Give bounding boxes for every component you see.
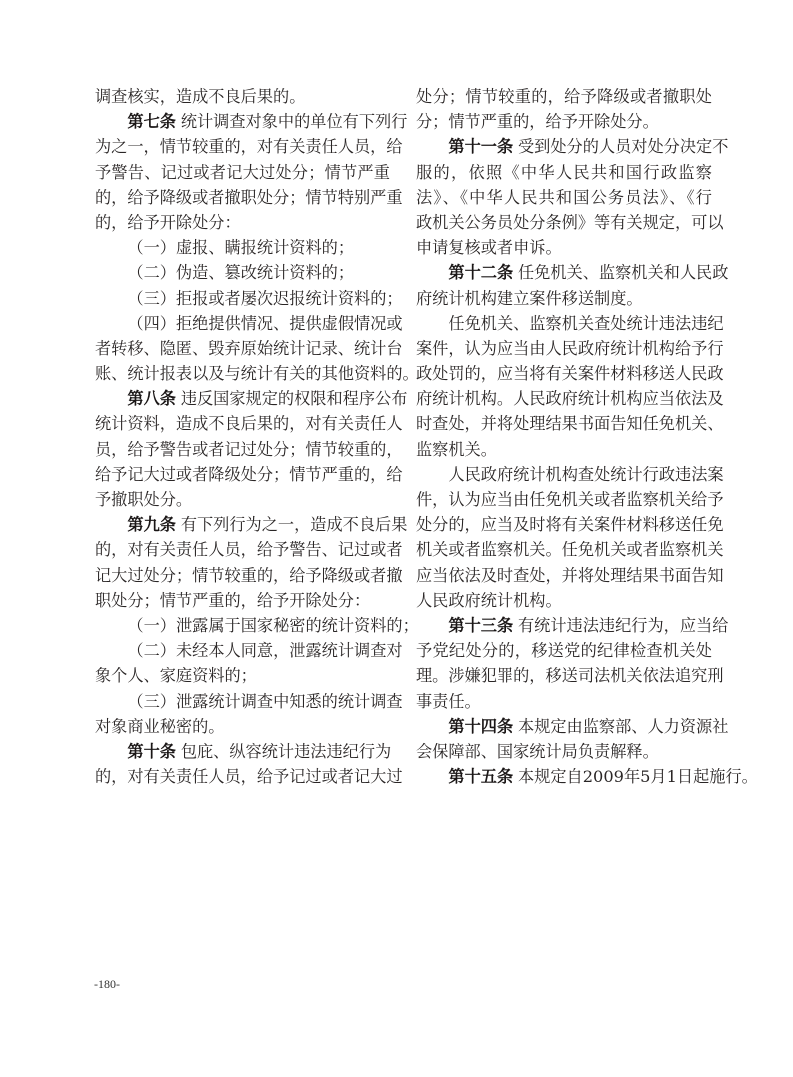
article-heading-line — [416, 764, 758, 789]
text-line — [95, 437, 403, 462]
line-text: 政机关公务员处分条例》等有关规定，可以 — [416, 212, 724, 232]
text-line — [416, 361, 724, 386]
text-line — [95, 588, 390, 613]
text-line — [95, 689, 403, 714]
line-text: 本规定由监察部、人力资源社 — [518, 716, 729, 736]
text-line — [416, 487, 724, 512]
text-line — [416, 109, 712, 134]
line-text: 府统计机构建立案件移送制度。 — [416, 288, 643, 308]
article-number: 第九条 — [127, 515, 176, 535]
article-heading-line — [416, 613, 729, 638]
line-text: 案件，认为应当由人民政府统计机构给予行 — [416, 338, 724, 358]
line-text: 包庇、纵容统计违法违纪行为 — [180, 741, 392, 761]
article-heading-line — [416, 134, 729, 159]
text-line — [95, 613, 419, 638]
line-text: 事责任。 — [416, 691, 481, 711]
line-text: 记大过处分；情节较重的，给予降级或者撤 — [95, 565, 403, 585]
text-line — [95, 563, 403, 588]
line-text: 对象商业秘密的。 — [95, 716, 225, 736]
line-text: 人民政府统计机构。 — [416, 590, 562, 610]
line-text: 应当依法及时查处，并将处理结果书面告知 — [416, 565, 724, 585]
text-line — [95, 210, 390, 235]
text-line — [95, 764, 403, 789]
text-line — [95, 638, 403, 663]
line-text: 本规定自2009年5月1日起施行。 — [518, 767, 758, 787]
line-text: 者转移、隐匿、毁弃原始统计记录、统计台 — [95, 338, 403, 358]
line-text: 予撤职处分。 — [95, 490, 193, 509]
text-line — [416, 386, 724, 411]
line-text: 统计调查对象中的单位有下列行 — [180, 112, 408, 132]
text-line — [416, 739, 712, 764]
text-column-right — [416, 84, 758, 789]
text-line — [416, 336, 724, 361]
text-line — [95, 286, 403, 311]
line-text: 违反国家规定的权限和程序公布 — [180, 389, 408, 409]
text-line — [416, 462, 724, 487]
line-text: （二）伪造、篡改统计资料的； — [127, 263, 355, 283]
line-text: 处分的，应当及时将有关案件材料移送任免 — [416, 515, 724, 535]
line-text: 账、统计报表以及与统计有关的其他资料的。 — [95, 364, 419, 384]
text-line — [95, 84, 390, 109]
text-line — [95, 311, 403, 336]
article-heading-line — [416, 714, 729, 739]
line-text: 处分；情节较重的，给予降级或者撤职处 — [416, 87, 712, 106]
line-text: 的，给予开除处分： — [95, 212, 241, 232]
line-text: 会保障部、国家统计局负责解释。 — [416, 741, 659, 761]
line-text: 府统计机构。人民政府统计机构应当依法及 — [416, 389, 724, 409]
line-text: 象个人、家庭资料的； — [95, 666, 257, 686]
text-line — [95, 336, 403, 361]
line-text: （三）拒报或者屡次迟报统计资料的； — [127, 288, 403, 308]
line-text: （三）泄露统计调查中知悉的统计调查 — [127, 691, 403, 711]
article-heading-line — [95, 109, 408, 134]
article-number: 第十四条 — [448, 716, 514, 736]
line-text: 受到处分的人员对处分决定不 — [518, 137, 729, 157]
line-text: （二）未经本人同意，泄露统计调查对 — [127, 641, 403, 661]
text-line — [416, 160, 712, 185]
article-number: 第七条 — [127, 112, 176, 132]
text-line — [95, 714, 390, 739]
line-text: 的，对有关责任人员，给予警告、记过或者 — [95, 540, 403, 560]
line-text: 予警告、记过或者记大过处分；情节严重 — [95, 162, 390, 182]
article-number: 第十一条 — [448, 137, 514, 157]
text-line — [95, 260, 390, 285]
text-line — [95, 235, 390, 260]
text-line — [416, 235, 712, 260]
text-line — [95, 411, 403, 436]
line-text: 时查处，并将处理结果书面告知任免机关、 — [416, 414, 724, 434]
text-line — [416, 563, 724, 588]
article-heading-line — [95, 386, 408, 411]
line-text: 机关或者监察机关。任免机关或者监察机关 — [416, 540, 724, 560]
text-line — [416, 84, 712, 109]
text-line — [416, 638, 712, 663]
text-line — [95, 361, 419, 386]
line-text: 统计资料，造成不良后果的，对有关责任人 — [95, 414, 403, 434]
line-text: 分；情节严重的，给予开除处分。 — [416, 112, 659, 132]
line-text: 给予记大过或者降级处分；情节严重的，给 — [95, 464, 403, 484]
text-line — [416, 437, 712, 462]
article-number: 第十五条 — [448, 767, 514, 787]
text-line — [95, 134, 403, 159]
text-line — [416, 311, 724, 336]
article-number: 第十三条 — [448, 615, 514, 635]
text-line — [95, 537, 403, 562]
text-line — [95, 185, 403, 210]
article-number: 第十条 — [127, 741, 176, 761]
line-text: （一）泄露属于国家秘密的统计资料的； — [127, 615, 419, 635]
line-text: 有统计违法违纪行为，应当给 — [518, 615, 729, 635]
line-text: 有下列行为之一，造成不良后果 — [180, 515, 408, 535]
line-text: 法》、《中华人民共和国公务员法》、《行 — [416, 187, 712, 207]
line-text: 员，给予警告或者记过处分；情节较重的， — [95, 439, 403, 459]
line-text: 申请复核或者申诉。 — [416, 238, 562, 258]
article-heading-line — [95, 739, 390, 764]
line-text: 理。涉嫌犯罪的，移送司法机关依法追究刑 — [416, 666, 724, 686]
line-text: 调查核实，造成不良后果的。 — [95, 87, 306, 106]
text-line — [416, 537, 724, 562]
text-column-left — [95, 84, 419, 789]
text-line — [416, 588, 712, 613]
text-line — [95, 487, 390, 512]
line-text: （一）虚报、瞒报统计资料的； — [127, 238, 355, 258]
text-line — [416, 411, 724, 436]
line-text: 件，认为应当由任免机关或者监察机关给予 — [416, 490, 724, 509]
line-text: 为之一，情节较重的，对有关责任人员，给 — [95, 137, 403, 157]
page-number: -180- — [94, 977, 120, 991]
text-line — [416, 663, 724, 688]
line-text: 政处罚的，应当将有关案件材料移送人民政 — [416, 364, 724, 384]
line-text: 人民政府统计机构查处统计行政违法案 — [448, 464, 724, 484]
text-line — [95, 462, 403, 487]
article-heading-line — [416, 260, 729, 285]
text-line — [416, 689, 712, 714]
line-text: 职处分；情节严重的，给予开除处分： — [95, 590, 371, 610]
line-text: 监察机关。 — [416, 439, 497, 459]
text-line — [95, 160, 390, 185]
line-text: （四）拒绝提供情况、提供虚假情况或 — [127, 313, 403, 333]
line-text: 任免机关、监察机关查处统计违法违纪 — [448, 313, 724, 333]
text-line — [416, 210, 724, 235]
line-text: 的，给予降级或者撤职处分；情节特别严重 — [95, 187, 403, 207]
text-line — [95, 663, 390, 688]
text-line — [416, 512, 724, 537]
text-line — [416, 286, 712, 311]
text-line — [416, 185, 712, 210]
line-text: 的，对有关责任人员，给予记过或者记大过 — [95, 767, 403, 787]
line-text: 予党纪处分的，移送党的纪律检查机关处 — [416, 641, 712, 661]
article-number: 第十二条 — [448, 263, 514, 283]
article-number: 第八条 — [127, 389, 176, 409]
article-heading-line — [95, 512, 408, 537]
line-text: 服的，依照《中华人民共和国行政监察 — [416, 162, 712, 182]
line-text: 任免机关、监察机关和人民政 — [518, 263, 729, 283]
